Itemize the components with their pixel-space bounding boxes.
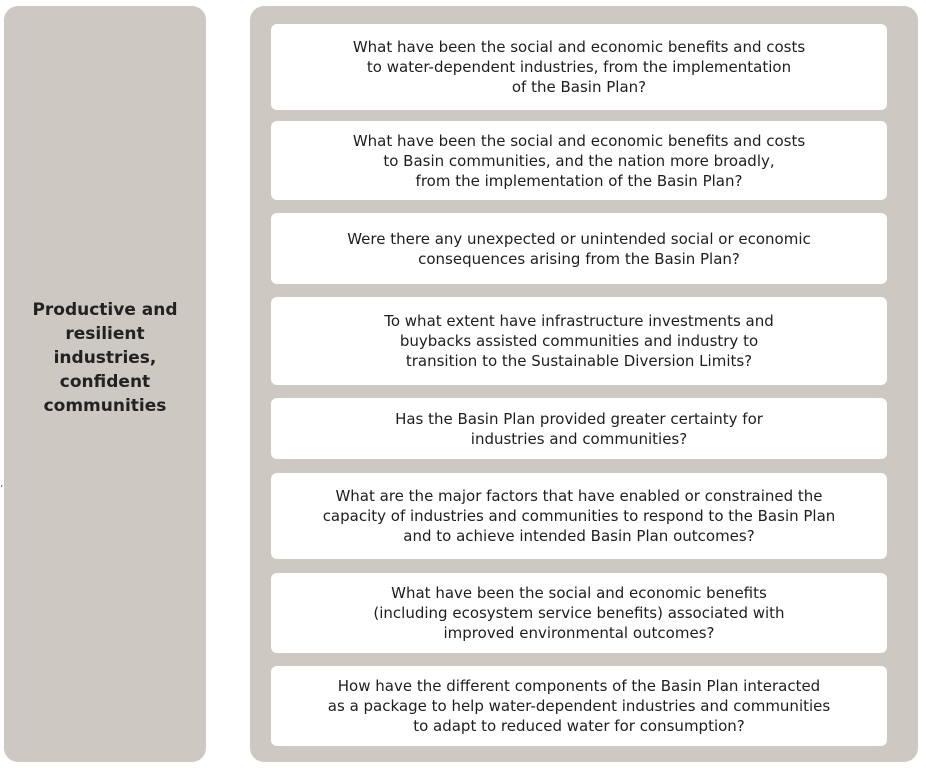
question-text: What have been the social and economic benefits and costs to Basin communities, and the nation more broadly, from the implementation of the Basin Plan?	[352, 131, 806, 190]
question-box-2	[271, 121, 887, 200]
question-text: What have been the social and economic benefits and costs to water-dependent industries, from the implementation of the Basin Plan?	[352, 38, 806, 96]
question-text: Were there any unexpected or unintended social or economic consequences arising from the Basin Plan?	[347, 229, 811, 268]
question-text: What are the major factors that have enabled or constrained the capacity of industries and communities to respond to the Basin Plan and to achieve intended Basin Plan outcomes?	[322, 487, 836, 545]
question-box-8	[271, 666, 887, 746]
question-text: What have been the social and economic benefits (including ecosystem service benefits) associated with improved environmental outcomes?	[373, 584, 785, 642]
question-box-4	[271, 297, 887, 385]
question-box-6	[271, 473, 887, 559]
theme-label: Productive and resilient industries, confident communities	[32, 300, 178, 416]
question-box-3	[271, 213, 887, 284]
question-text: Has the Basin Plan provided greater certainty for industries and communities?	[395, 409, 763, 448]
question-box-1	[271, 24, 887, 110]
question-box-5	[271, 398, 887, 459]
question-text: How have the different components of the Basin Plan interacted as a package to help water-dependent industries and communities to adapt to reduced water for consumption?	[327, 677, 831, 735]
questions-panel	[250, 6, 918, 762]
question-text: To what extent have infrastructure investments and buybacks assisted communities and industry to transition to the Sustainable Diversion Limits?	[384, 312, 774, 370]
theme-panel	[4, 6, 206, 762]
question-box-7	[271, 573, 887, 653]
stray-mark: ’	[0, 484, 4, 495]
